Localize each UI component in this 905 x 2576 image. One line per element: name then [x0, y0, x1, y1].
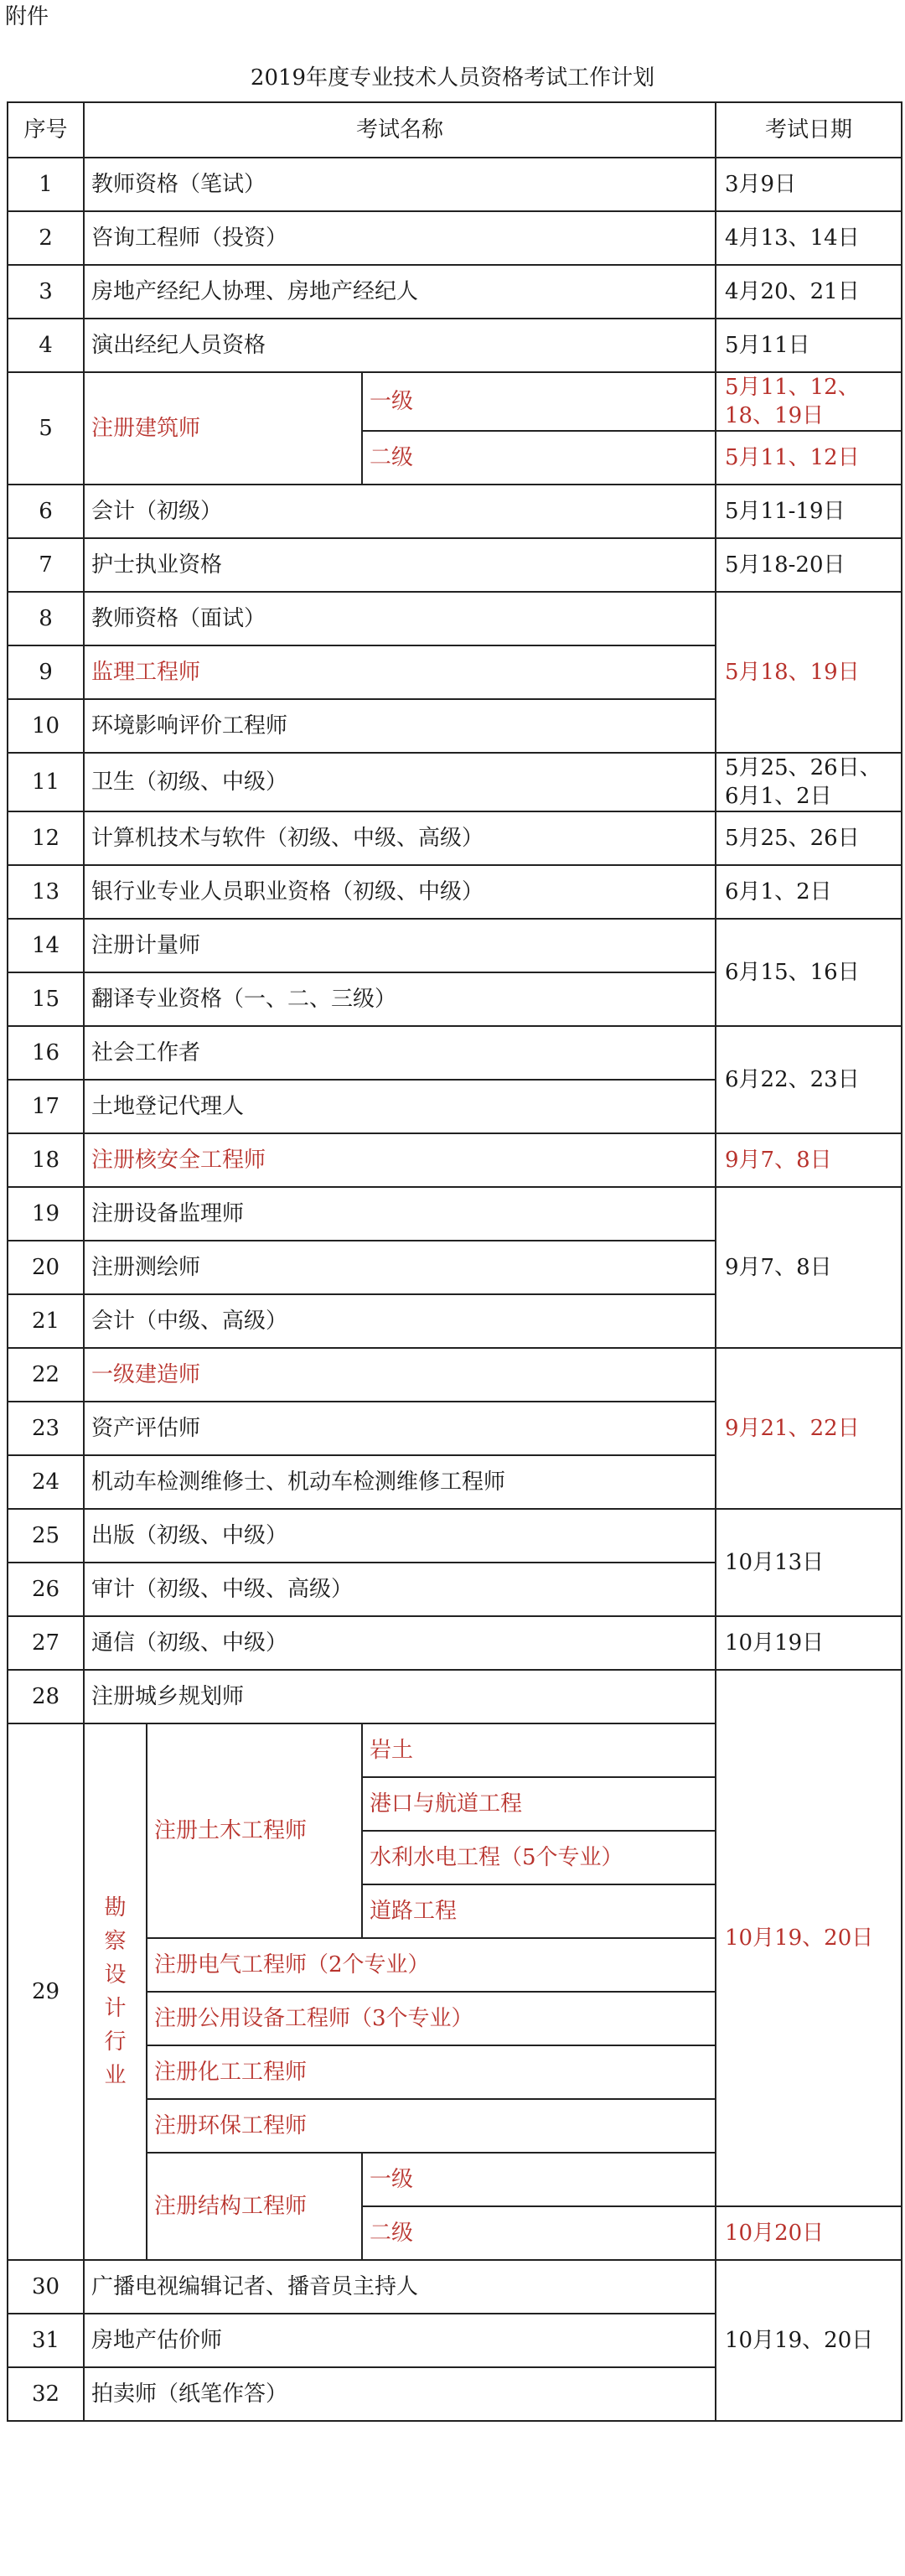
table-row	[8, 1026, 902, 1080]
exam-category-cell	[84, 1723, 147, 2260]
exam-name: 注册土木工程师	[147, 1723, 362, 1938]
exam-name: 资产评估师	[84, 1402, 716, 1455]
exam-date: 5月25、26日	[716, 811, 902, 865]
table-row	[8, 753, 902, 811]
exam-date: 3月9日	[716, 158, 902, 211]
exam-name: 会计（中级、高级）	[84, 1294, 716, 1348]
exam-name: 房地产经纪人协理、房地产经纪人	[84, 265, 716, 319]
exam-name: 房地产估价师	[84, 2314, 716, 2367]
exam-date: 5月11日	[716, 319, 902, 372]
exam-name: 演出经纪人员资格	[84, 319, 716, 372]
table-header-row	[8, 102, 902, 158]
exam-sub-level: 二级	[362, 431, 716, 485]
header-no: 序号	[8, 102, 84, 158]
row-no: 26	[8, 1563, 84, 1616]
exam-name: 审计（初级、中级、高级）	[84, 1563, 716, 1616]
exam-name: 注册城乡规划师	[84, 1670, 716, 1723]
row-no: 29	[8, 1723, 84, 2260]
table-row	[8, 865, 902, 919]
exam-name: 护士执业资格	[84, 538, 716, 592]
exam-name: 通信（初级、中级）	[84, 1616, 716, 1670]
row-no: 14	[8, 919, 84, 972]
exam-date: 9月7、8日	[716, 1187, 902, 1348]
row-no: 4	[8, 319, 84, 372]
exam-date: 10月19、20日	[716, 2260, 902, 2421]
exam-name: 一级建造师	[84, 1348, 716, 1402]
exam-name: 注册测绘师	[84, 1241, 716, 1294]
table-row	[8, 158, 902, 211]
exam-category: 勘察设计行业	[104, 1895, 127, 2088]
table-row	[8, 919, 902, 972]
exam-date: 6月15、16日	[716, 919, 902, 1026]
exam-name: 拍卖师（纸笔作答）	[84, 2367, 716, 2421]
table-row	[8, 538, 902, 592]
exam-specialty: 二级	[362, 2206, 716, 2260]
row-no: 11	[8, 753, 84, 811]
exam-name: 咨询工程师（投资）	[84, 211, 716, 265]
exam-name: 教师资格（笔试）	[84, 158, 716, 211]
header-name: 考试名称	[84, 102, 716, 158]
row-no: 8	[8, 592, 84, 645]
table-row	[8, 1348, 902, 1402]
exam-name: 会计（初级）	[84, 485, 716, 538]
exam-date: 5月11、12、18、19日	[716, 372, 902, 431]
exam-date: 9月21、22日	[716, 1348, 902, 1509]
exam-date: 5月11-19日	[716, 485, 902, 538]
exam-name: 机动车检测维修士、机动车检测维修工程师	[84, 1455, 716, 1509]
row-no: 12	[8, 811, 84, 865]
exam-name: 注册化工工程师	[147, 2045, 716, 2099]
exam-date: 10月19日	[716, 1616, 902, 1670]
table-row	[8, 811, 902, 865]
exam-name: 土地登记代理人	[84, 1080, 716, 1133]
row-no: 5	[8, 372, 84, 485]
exam-name: 注册公用设备工程师（3个专业）	[147, 1992, 716, 2045]
exam-name: 注册核安全工程师	[84, 1133, 716, 1187]
exam-specialty: 道路工程	[362, 1884, 716, 1938]
table-row	[8, 1133, 902, 1187]
row-no: 27	[8, 1616, 84, 1670]
row-no: 18	[8, 1133, 84, 1187]
exam-date: 5月18、19日	[716, 592, 902, 753]
exam-name: 银行业专业人员职业资格（初级、中级）	[84, 865, 716, 919]
table-row	[8, 372, 902, 431]
exam-date: 9月7、8日	[716, 1133, 902, 1187]
row-no: 19	[8, 1187, 84, 1241]
table-row	[8, 1670, 902, 1723]
row-no: 17	[8, 1080, 84, 1133]
row-no: 3	[8, 265, 84, 319]
row-no: 7	[8, 538, 84, 592]
row-no: 9	[8, 645, 84, 699]
row-no: 22	[8, 1348, 84, 1402]
exam-name: 注册环保工程师	[147, 2099, 716, 2153]
row-no: 20	[8, 1241, 84, 1294]
row-no: 6	[8, 485, 84, 538]
exam-specialty: 港口与航道工程	[362, 1777, 716, 1831]
exam-date: 10月20日	[716, 2206, 902, 2260]
table-row	[8, 485, 902, 538]
table-row	[8, 1509, 902, 1563]
exam-name: 注册设备监理师	[84, 1187, 716, 1241]
exam-date: 10月19、20日	[716, 1670, 902, 2206]
exam-date: 4月13、14日	[716, 211, 902, 265]
row-no: 13	[8, 865, 84, 919]
exam-date: 6月22、23日	[716, 1026, 902, 1133]
table-row	[8, 1616, 902, 1670]
row-no: 25	[8, 1509, 84, 1563]
exam-date: 10月13日	[716, 1509, 902, 1616]
row-no: 15	[8, 972, 84, 1026]
table-row	[8, 2260, 902, 2314]
table-row	[8, 1187, 902, 1241]
exam-date: 4月20、21日	[716, 265, 902, 319]
table-title: 2019年度专业技术人员资格考试工作计划	[250, 65, 655, 91]
row-no: 31	[8, 2314, 84, 2367]
exam-name: 环境影响评价工程师	[84, 699, 716, 753]
row-no: 32	[8, 2367, 84, 2421]
row-no: 28	[8, 1670, 84, 1723]
row-no: 23	[8, 1402, 84, 1455]
exam-specialty: 水利水电工程（5个专业）	[362, 1831, 716, 1884]
row-no: 24	[8, 1455, 84, 1509]
row-no: 2	[8, 211, 84, 265]
table-row	[8, 211, 902, 265]
exam-name: 注册建筑师	[84, 372, 362, 485]
header-date: 考试日期	[716, 102, 902, 158]
exam-specialty: 岩土	[362, 1723, 716, 1777]
exam-name: 注册电气工程师（2个专业）	[147, 1938, 716, 1992]
table-row	[8, 319, 902, 372]
row-no: 21	[8, 1294, 84, 1348]
exam-date: 5月25、26日、6月1、2日	[716, 753, 902, 811]
row-no: 10	[8, 699, 84, 753]
exam-date: 5月18-20日	[716, 538, 902, 592]
row-no: 1	[8, 158, 84, 211]
exam-date: 6月1、2日	[716, 865, 902, 919]
row-no: 16	[8, 1026, 84, 1080]
exam-schedule-table	[7, 101, 902, 2422]
exam-name: 教师资格（面试）	[84, 592, 716, 645]
exam-name: 监理工程师	[84, 645, 716, 699]
exam-name: 注册结构工程师	[147, 2153, 362, 2260]
row-no: 30	[8, 2260, 84, 2314]
exam-name: 社会工作者	[84, 1026, 716, 1080]
table-row	[8, 265, 902, 319]
exam-sub-level: 一级	[362, 372, 716, 431]
exam-name: 广播电视编辑记者、播音员主持人	[84, 2260, 716, 2314]
exam-name: 出版（初级、中级）	[84, 1509, 716, 1563]
table-row	[8, 592, 902, 645]
exam-name: 注册计量师	[84, 919, 716, 972]
exam-name: 计算机技术与软件（初级、中级、高级）	[84, 811, 716, 865]
exam-date: 5月11、12日	[716, 431, 902, 485]
exam-specialty: 一级	[362, 2153, 716, 2206]
exam-name: 翻译专业资格（一、二、三级）	[84, 972, 716, 1026]
exam-name: 卫生（初级、中级）	[84, 753, 716, 811]
attachment-label: 附件	[5, 4, 49, 29]
